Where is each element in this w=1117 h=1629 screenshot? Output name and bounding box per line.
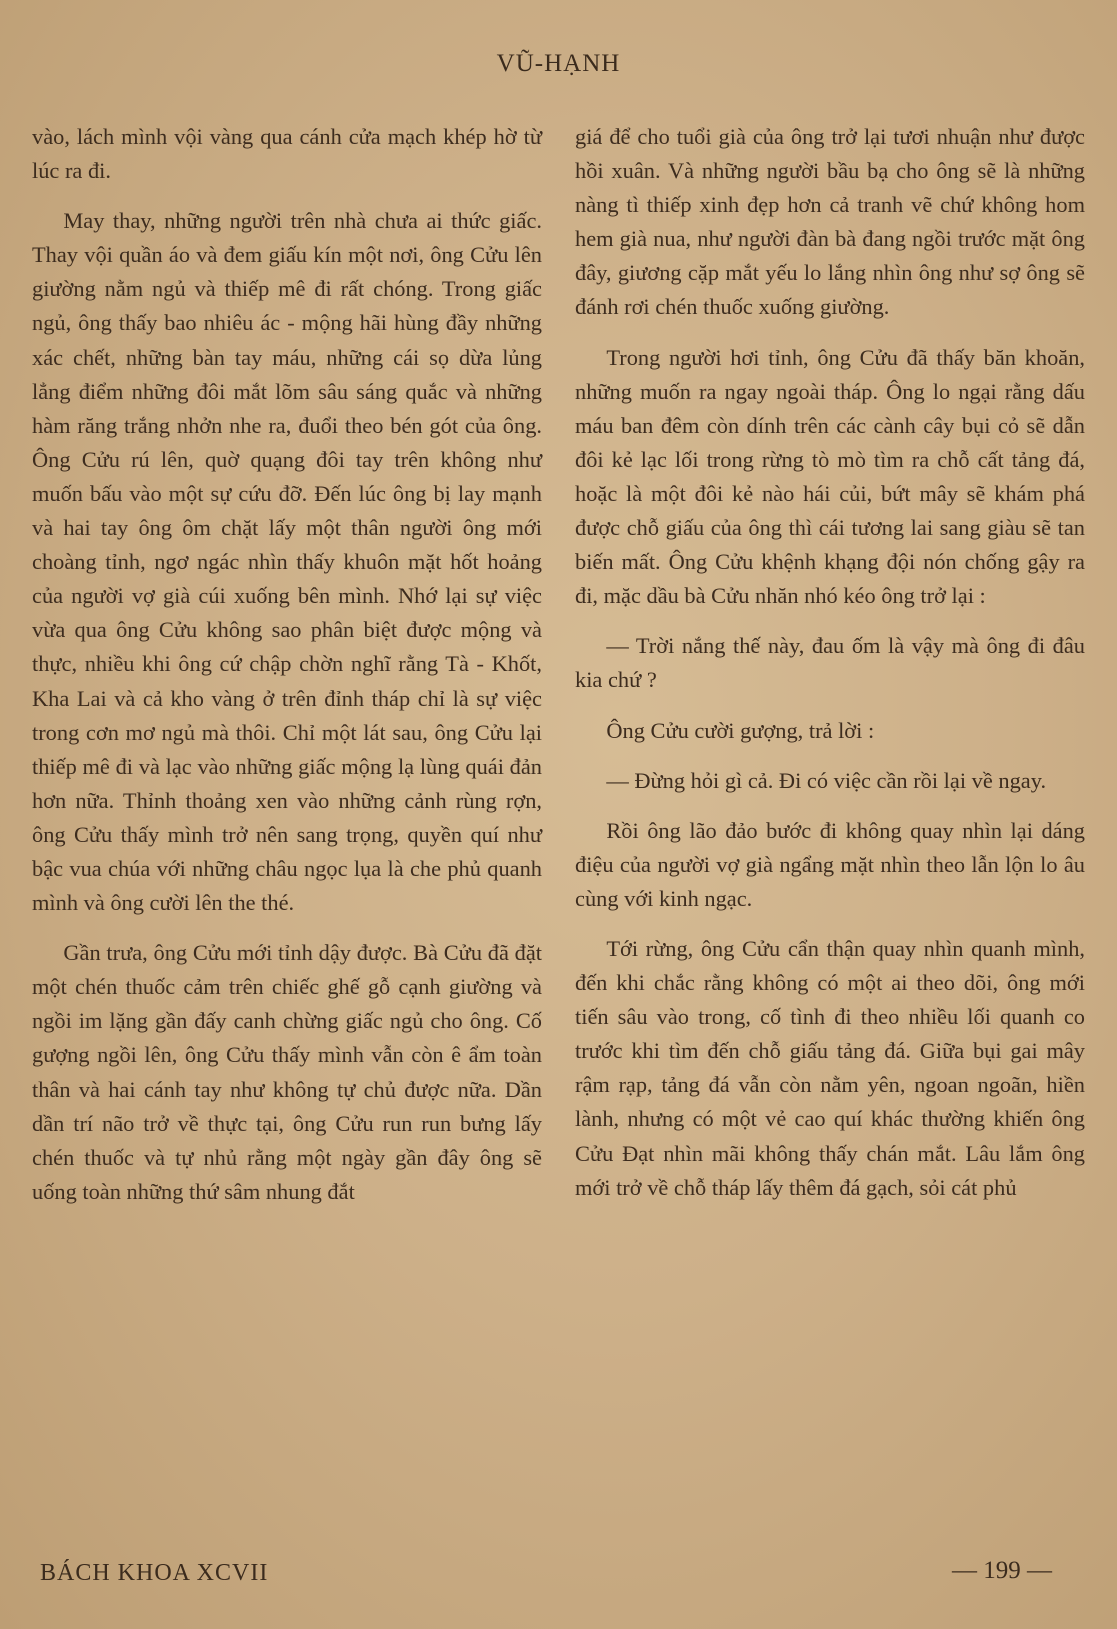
page-number: — 199 — <box>952 1557 1052 1584</box>
dialogue-line: — Trời nắng thế này, đau ốm là vậy mà ông đi đâu kia chứ ? <box>575 633 1085 693</box>
paragraph: May thay, những người trên nhà chưa ai thức giấc. Thay vội quần áo và đem giấu kín một nơi, ông Cửu lên giường nằm ngủ và thiếp mê đi rất chóng. Trong giấc ngủ, ông thấy bao nhiêu ác - mộng hãi hùng đầy những xác chết, những bàn tay máu, những cái sọ dừa lủng lẳng điểm những đôi mắt lõm sâu sáng quắc và những hàm răng trắng nhởn nhe ra, đuổi theo bén gót của ông. Ông Cửu rú lên, quờ quạng đôi tay trên không như muốn bấu vào một sự cứu đỡ. Đến lúc ông bị lay mạnh và hai tay ông ôm chặt lấy một thân người ông mới choàng tỉnh, ngơ ngác nhìn thấy khuôn mặt hốt hoảng của người vợ già cúi xuống bên mình. Nhớ lại sự việc vừa qua ông Cửu không sao phân biệt được mộng và thực, nhiều khi ông cứ chập chờn nghĩ rằng Tà - Khốt, Kha Lai và cả kho vàng ở trên đỉnh tháp chỉ là sự việc trong cơn mơ ngủ mà thôi. Chỉ một lát sau, ông Cửu lại thiếp mê đi và lạc vào những giấc mộng lạ lùng quái đản hơn nữa. Thỉnh thoảng xen vào những cảnh rùng rợn, ông Cửu thấy mình trở nên sang trọng, quyền quí như bậc vua chúa với những châu ngọc lụa là che phủ quanh mình và ông cười lên the thé. <box>32 208 542 916</box>
paragraph: Trong người hơi tỉnh, ông Cửu đã thấy băn khoăn, những muốn ra ngay ngoài tháp. Ông lo ngại rằng dấu máu ban đêm còn dính trên các cành cây bụi cỏ sẽ dẫn đôi kẻ lạc lối trong rừng tò mò tìm ra chỗ cất tảng đá, hoặc là một đôi kẻ nào hái củi, bứt mây sẽ khám phá được chỗ giấu của ông thì cái tương lai sang giàu sẽ tan biến mất. Ông Cửu khệnh khạng đội nón chống gậy ra đi, mặc dầu bà Cửu nhăn nhó kéo ông trở lại : <box>575 344 1085 609</box>
paragraph: giá để cho tuổi già của ông trở lại tươi nhuận như được hồi xuân. Và những người bầu bạ cho ông sẽ là những nàng tì thiếp xinh đẹp hơn cả tranh vẽ chứ không hom hem già nua, như người đàn bà đang ngồi trước mặt ông đây, giương cặp mắt yếu lo lắng nhìn ông như sợ ông sẽ đánh rơi chén thuốc xuống giường. <box>575 124 1085 320</box>
dialogue-line: — Đừng hỏi gì cả. Đi có việc cần rồi lại về ngay. <box>606 767 1047 793</box>
left-text-column <box>32 120 542 1209</box>
paragraph: Ông Cửu cười gượng, trả lời : <box>606 717 875 743</box>
paragraph: Rồi ông lão đảo bước đi không quay nhìn lại dáng điệu của người vợ già ngẩng mặt nhìn theo lẫn lộn lo âu cùng với kinh ngạc. <box>575 817 1085 911</box>
paragraph: Gần trưa, ông Cửu mới tỉnh dậy được. Bà Cửu đã đặt một chén thuốc cảm trên chiếc ghế gỗ cạnh giường và ngồi im lặng gần đấy canh chừng giấc ngủ cho ông. Cố gượng ngồi lên, ông Cửu thấy mình vẫn còn ê ẩm toàn thân và hai cánh tay như không tự chủ được nữa. Dần dần trí não trở về thực tại, ông Cửu run run bưng lấy chén thuốc và tự nhủ rằng một ngày gần đây ông sẽ uống toàn những thứ sâm nhung đắt <box>32 940 542 1204</box>
publication-footer: BÁCH KHOA XCVII <box>40 1560 269 1586</box>
paragraph: Tới rừng, ông Cửu cẩn thận quay nhìn quanh mình, đến khi chắc rằng không có một ai theo dõi, ông mới tiến sâu vào trong, cố tình đi theo nhiều lối quanh co trước khi tìm đến chỗ giấu tảng đá. Giữa bụi gai mây rậm rạp, tảng đá vẫn còn nằm yên, ngoan ngoãn, hiền lành, nhưng có một vẻ cao quí khác thường khiến ông Cửu Đạt nhìn mãi không thấy chán mắt. Lâu lắm ông mới trở về chỗ tháp lấy thêm đá gạch, sỏi cát phủ <box>575 935 1085 1200</box>
running-header-author: VŨ-HẠNH <box>496 50 621 77</box>
paragraph: vào, lách mình vội vàng qua cánh cửa mạch khép hờ từ lúc ra đi. <box>32 124 542 184</box>
right-text-column <box>575 120 1085 1205</box>
